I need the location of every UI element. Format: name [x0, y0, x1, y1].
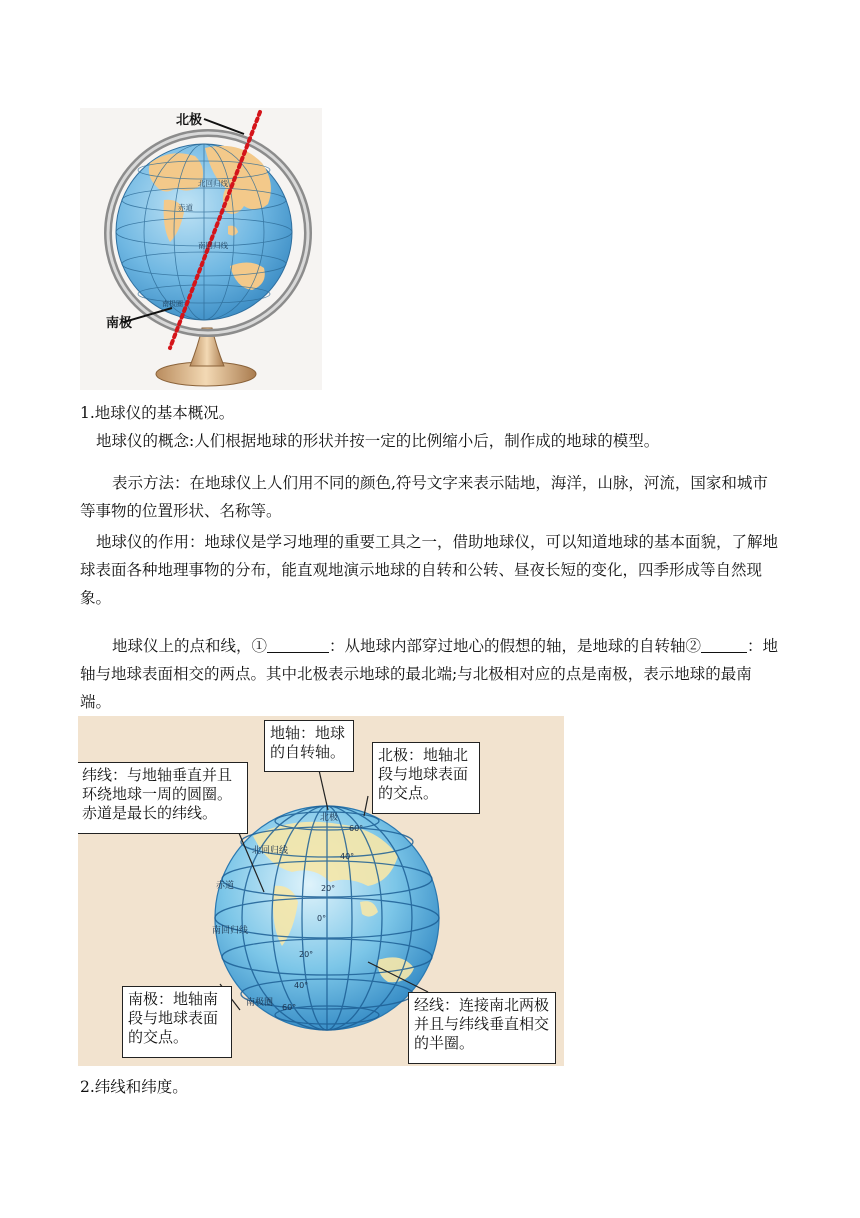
lat-60s-label: 60°: [282, 1003, 297, 1012]
blank-1: [267, 636, 329, 653]
globe-equator-label: 赤道: [216, 881, 235, 891]
globe-antarctic-label: 南极圈: [246, 998, 274, 1008]
globe-north-pole-label: 北极: [320, 813, 339, 823]
antarctic-circle-label: 南极圈: [162, 300, 183, 308]
globe-tropic-cancer-label: 北回归线: [252, 846, 289, 856]
section1-heading: 1.地球仪的基本概况。: [80, 404, 235, 422]
tropic-capricorn-label: 南回归线: [198, 241, 228, 250]
globe-tropic-capricorn-label: 南回归线: [212, 926, 249, 936]
lat-60n-label: 60°: [349, 824, 364, 833]
lat-20s-label: 20°: [299, 950, 314, 959]
points-lines-suffix: ：地轴与地球表面相交的两点。其中北极表示地球的最北端;与北极相对应的点是南极，表示地球的最南端。: [80, 637, 779, 711]
desk-globe-figure: [80, 108, 322, 390]
lat-40s-label: 40°: [294, 981, 309, 990]
labelled-globe-figure: [78, 716, 564, 1066]
tropic-cancer-label: 北回归线: [198, 179, 228, 188]
lat-0-label: 0°: [317, 914, 327, 923]
lat-20n-label: 20°: [321, 884, 336, 893]
section2-heading: 2.纬线和纬度。: [80, 1078, 188, 1096]
points-lines-mid: ：从地球内部穿过地心的假想的轴，是地球的自转轴②: [329, 637, 702, 655]
points-and-lines-paragraph: [80, 632, 780, 716]
meridian-callout: 经线：连接南北两极并且与纬线垂直相交的半圈。: [408, 992, 556, 1064]
globe-function-paragraph: 地球仪的作用：地球仪是学习地理的重要工具之一，借助地球仪，可以知道地球的基本面貌，了解地球表面各种地理事物的分布，能直观地演示地球的自转和公转、昼夜长短的变化，四季形成等自然现象。: [80, 533, 779, 607]
south-pole-callout: 南极：地轴南段与地球表面的交点。: [122, 986, 232, 1058]
lat-40n-label: 40°: [340, 852, 355, 861]
representation-method-paragraph: 表示方法：在地球仪上人们用不同的颜色,符号文字来表示陆地，海洋，山脉，河流，国家和城市等事物的位置形状、名称等。: [80, 474, 768, 520]
desk-globe-illustration: [80, 108, 322, 390]
axis-callout: 地轴：地球的自转轴。: [264, 720, 354, 772]
north-pole-label: 北极: [176, 113, 203, 128]
blank-2: [701, 636, 747, 653]
globe-concept-paragraph: 地球仪的概念:人们根据地球的形状并按一定的比例缩小后，制作成的地球的模型。: [96, 432, 660, 450]
north-pole-callout: 北极：地轴北段与地球表面的交点。: [372, 742, 480, 814]
parallel-callout: 纬线：与地轴垂直并且环绕地球一周的圆圈。赤道是最长的纬线。: [78, 762, 248, 834]
south-pole-label: 南极: [106, 316, 133, 331]
equator-label: 赤道: [178, 203, 193, 212]
points-lines-prefix: 地球仪上的点和线，①: [112, 637, 268, 655]
